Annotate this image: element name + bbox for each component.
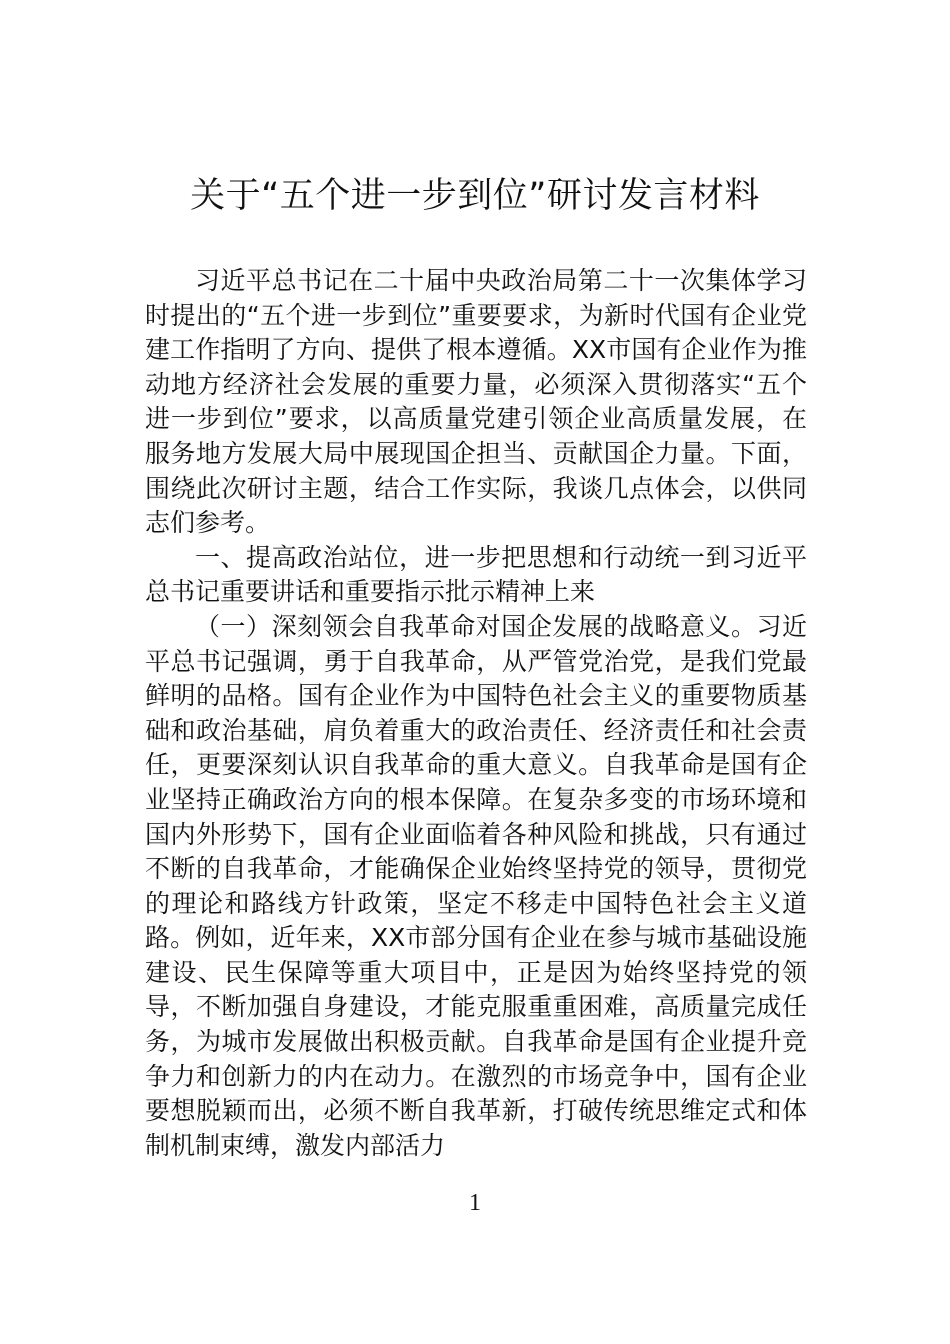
page-number: 1	[469, 1190, 481, 1216]
document-title: 关于“五个进一步到位”研讨发言材料	[190, 176, 760, 216]
document-body	[145, 264, 807, 1163]
section-heading-1: 一、提高政治站位，进一步把思想和行动统一到习近平总书记重要讲话和重要指示批示精神上来	[145, 542, 807, 607]
subsection-paragraph-1: （一）深刻领会自我革命对国企发展的战略意义。习近平总书记强调，勇于自我革命，从严管党治党，是我们党最鲜明的品格。国有企业作为中国特色社会主义的重要物质基础和政治基础，肩负着重大的政治责任、经济责任和社会责任，更要深刻认识自我革命的重大意义。自我革命是国有企业坚持正确政治方向的根本保障。在复杂多变的市场环境和国内外形势下，国有企业面临着各种风险和挑战，只有通过不断的自我革命，才能确保企业始终坚持党的领导，贯彻党的理论和路线方针政策，坚定不移走中国特色社会主义道路。例如，近年来，XX市部分国有企业在参与城市基础设施建设、民生保障等重大项目中，正是因为始终坚持党的领导，不断加强自身建设，才能克服重重困难，高质量完成任务，为城市发展做出积极贡献。自我革命是国有企业提升竞争力和创新力的内在动力。在激烈的市场竞争中，国有企业要想脱颖而出，必须不断自我革新，打破传统思维定式和体制机制束缚，激发内部活力	[145, 611, 807, 1160]
intro-paragraph: 习近平总书记在二十届中央政治局第二十一次集体学习时提出的“五个进一步到位”重要要求，为新时代国有企业党建工作指明了方向、提供了根本遵循。XX市国有企业作为推动地方经济社会发展的重要力量，必须深入贯彻落实“五个进一步到位”要求，以高质量党建引领企业高质量发展，在服务地方发展大局中展现国企担当、贡献国企力量。下面，围绕此次研讨主题，结合工作实际，我谈几点体会，以供同志们参考。	[145, 266, 807, 538]
